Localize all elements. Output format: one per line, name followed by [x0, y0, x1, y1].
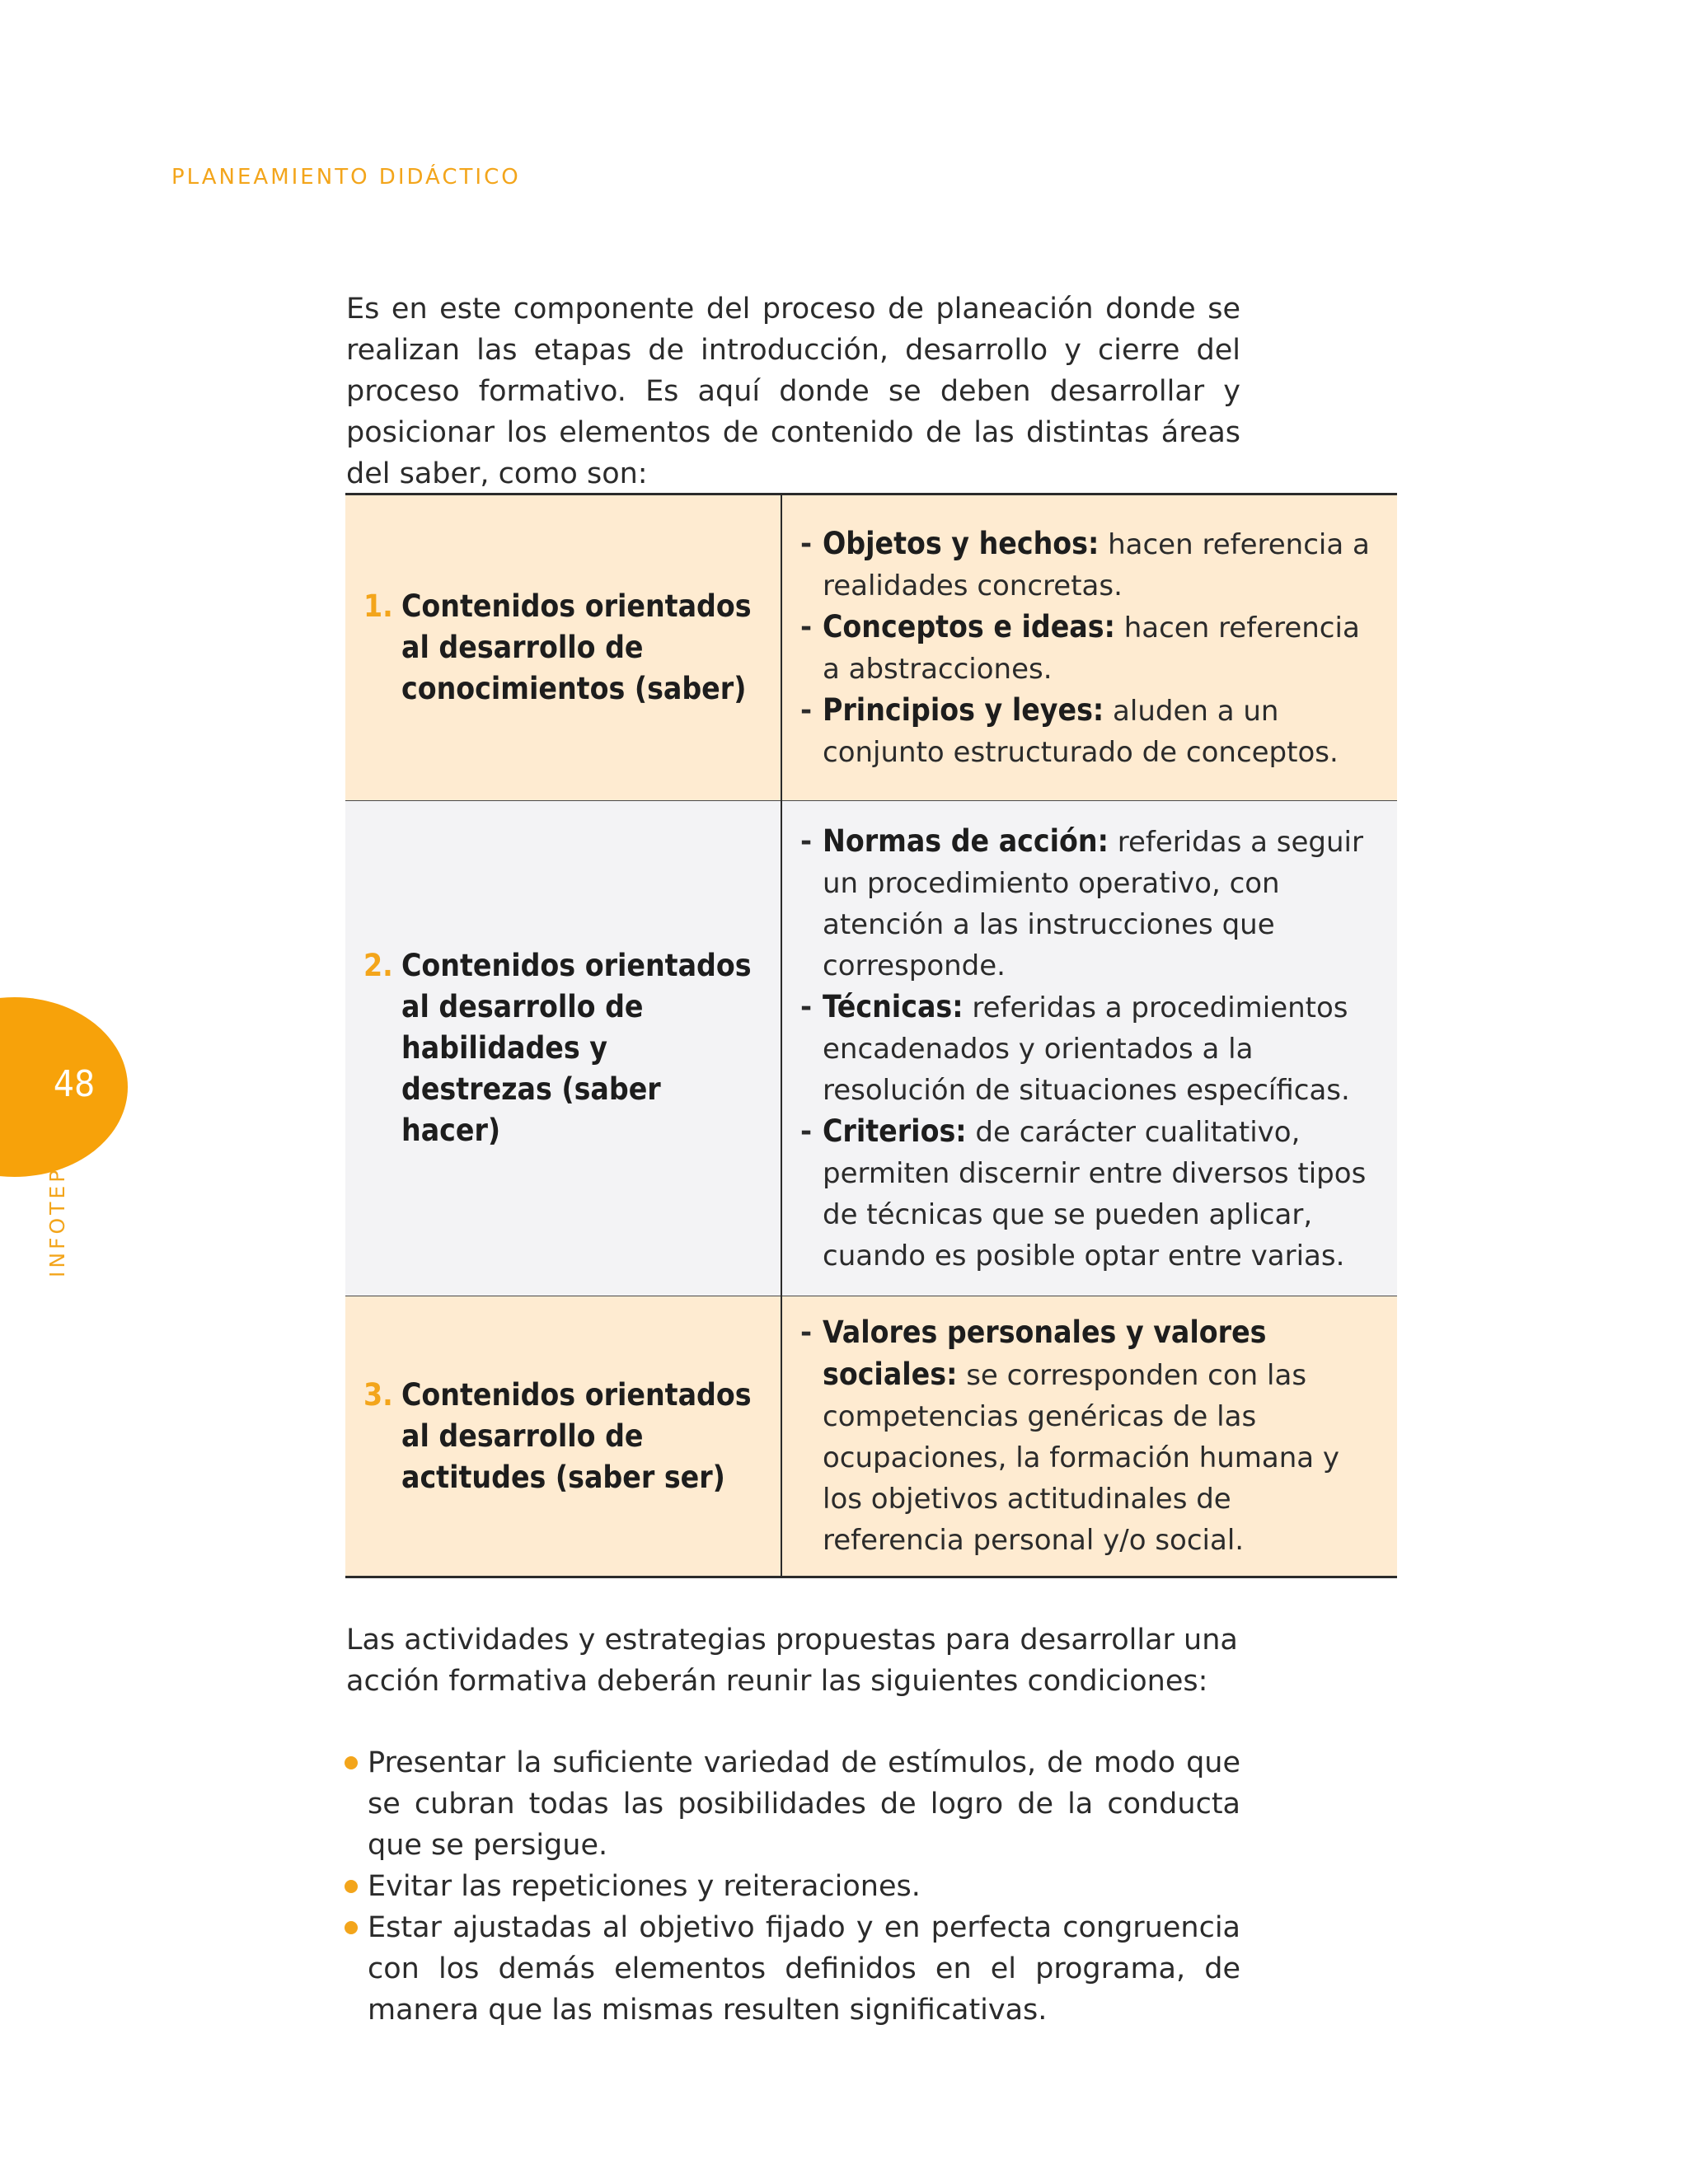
items-cell: [781, 801, 1397, 1296]
item-text: referidas a procedimientos encadenados y orientados a la resolución de situaciones específicas.: [823, 991, 1350, 1107]
item-dash: -: [800, 527, 813, 560]
item-term: Valores personales y valores sociales:: [823, 1314, 1267, 1392]
list-item: [800, 690, 1374, 773]
category-cell: [345, 494, 781, 801]
list-item: [800, 1111, 1374, 1277]
items-cell: [781, 1296, 1397, 1577]
item-text: hacen referencia a abstracciones.: [823, 611, 1360, 686]
conditions-list: [345, 1742, 1240, 2031]
condition-text: Presentar la suficiente variedad de estímulos, de modo que se cubran todas las posibilidades de logro de la conducta que se persigue.: [368, 1746, 1240, 1862]
condition-text: Evitar las repeticiones y reiteraciones.: [368, 1870, 921, 1903]
item-text: de carácter cualitativo, permiten discernir entre diversos tipos de técnicas que se pueden aplicar, cuando es posible optar entre varias.: [823, 1115, 1367, 1272]
running-header: PLANEAMIENTO DIDÁCTICO: [171, 165, 521, 190]
list-item: [345, 1866, 1240, 1907]
list-item: [800, 1312, 1374, 1561]
category-number: 2.: [363, 948, 393, 983]
content-types-table: [345, 493, 1397, 1578]
table-row: [345, 801, 1397, 1296]
conditions-intro: Las actividades y estrategias propuestas para desarrollar una acción formativa deberán reunir las siguientes condiciones:: [346, 1624, 1238, 1698]
item-term: Conceptos e ideas:: [823, 608, 1115, 644]
category-number: 1.: [363, 588, 393, 624]
item-term: Principios y leyes:: [823, 691, 1104, 728]
list-item: [800, 987, 1374, 1111]
item-term: Criterios:: [823, 1113, 967, 1149]
item-dash: -: [800, 990, 813, 1024]
intro-paragraph: Es en este componente del proceso de planeación donde se realizan las etapas de introducción, desarrollo y cierre del proceso formativo. Es aquí donde se deben desarrollar y posicionar los elementos de contenido de las distintas áreas del saber, como son:: [346, 293, 1240, 490]
item-dash: -: [800, 610, 813, 644]
item-text: referidas a seguir un procedimiento operativo, con atención a las instrucciones que corresponde.: [823, 825, 1363, 982]
item-text: hacen referencia a realidades concretas.: [823, 527, 1370, 602]
condition-text: Estar ajustadas al objetivo fijado y en perfecta congruencia con los demás elementos definidos en el programa, de manera que las mismas resulten significativas.: [368, 1911, 1240, 2027]
category-title: Contenidos orientados al desarrollo de conocimientos (saber): [401, 588, 752, 706]
list-item: [800, 607, 1374, 690]
item-dash: -: [800, 824, 813, 858]
category-cell: [345, 1296, 781, 1577]
bullet-icon: [345, 1880, 358, 1893]
side-brand-label: INFOTEP: [45, 1166, 69, 1277]
bullet-icon: [345, 1756, 358, 1769]
category-title: Contenidos orientados al desarrollo de habilidades y destrezas (saber hacer): [401, 948, 752, 1148]
table-row: [345, 1296, 1397, 1577]
item-text: aluden a un conjunto estructurado de conceptos.: [823, 694, 1339, 769]
list-item: [345, 1742, 1240, 1866]
items-cell: [781, 494, 1397, 801]
category-number: 3.: [363, 1376, 393, 1413]
item-text: se corresponden con las competencias genéricas de las ocupaciones, la formación humana y los objetivos actitudinales de referencia personal y/o social.: [823, 1358, 1340, 1557]
list-item: [345, 1907, 1240, 2031]
item-term: Técnicas:: [823, 988, 964, 1024]
item-term: Objetos y hechos:: [823, 525, 1100, 561]
list-item: [800, 821, 1374, 987]
bullet-icon: [345, 1921, 358, 1934]
table-row: [345, 494, 1397, 801]
item-dash: -: [800, 693, 813, 727]
list-item: [800, 523, 1374, 607]
item-dash: -: [800, 1315, 813, 1349]
category-title: Contenidos orientados al desarrollo de actitudes (saber ser): [401, 1376, 752, 1495]
category-cell: [345, 801, 781, 1296]
item-dash: -: [800, 1114, 813, 1148]
item-term: Normas de acción:: [823, 823, 1109, 859]
page-number: 48: [53, 1063, 96, 1105]
